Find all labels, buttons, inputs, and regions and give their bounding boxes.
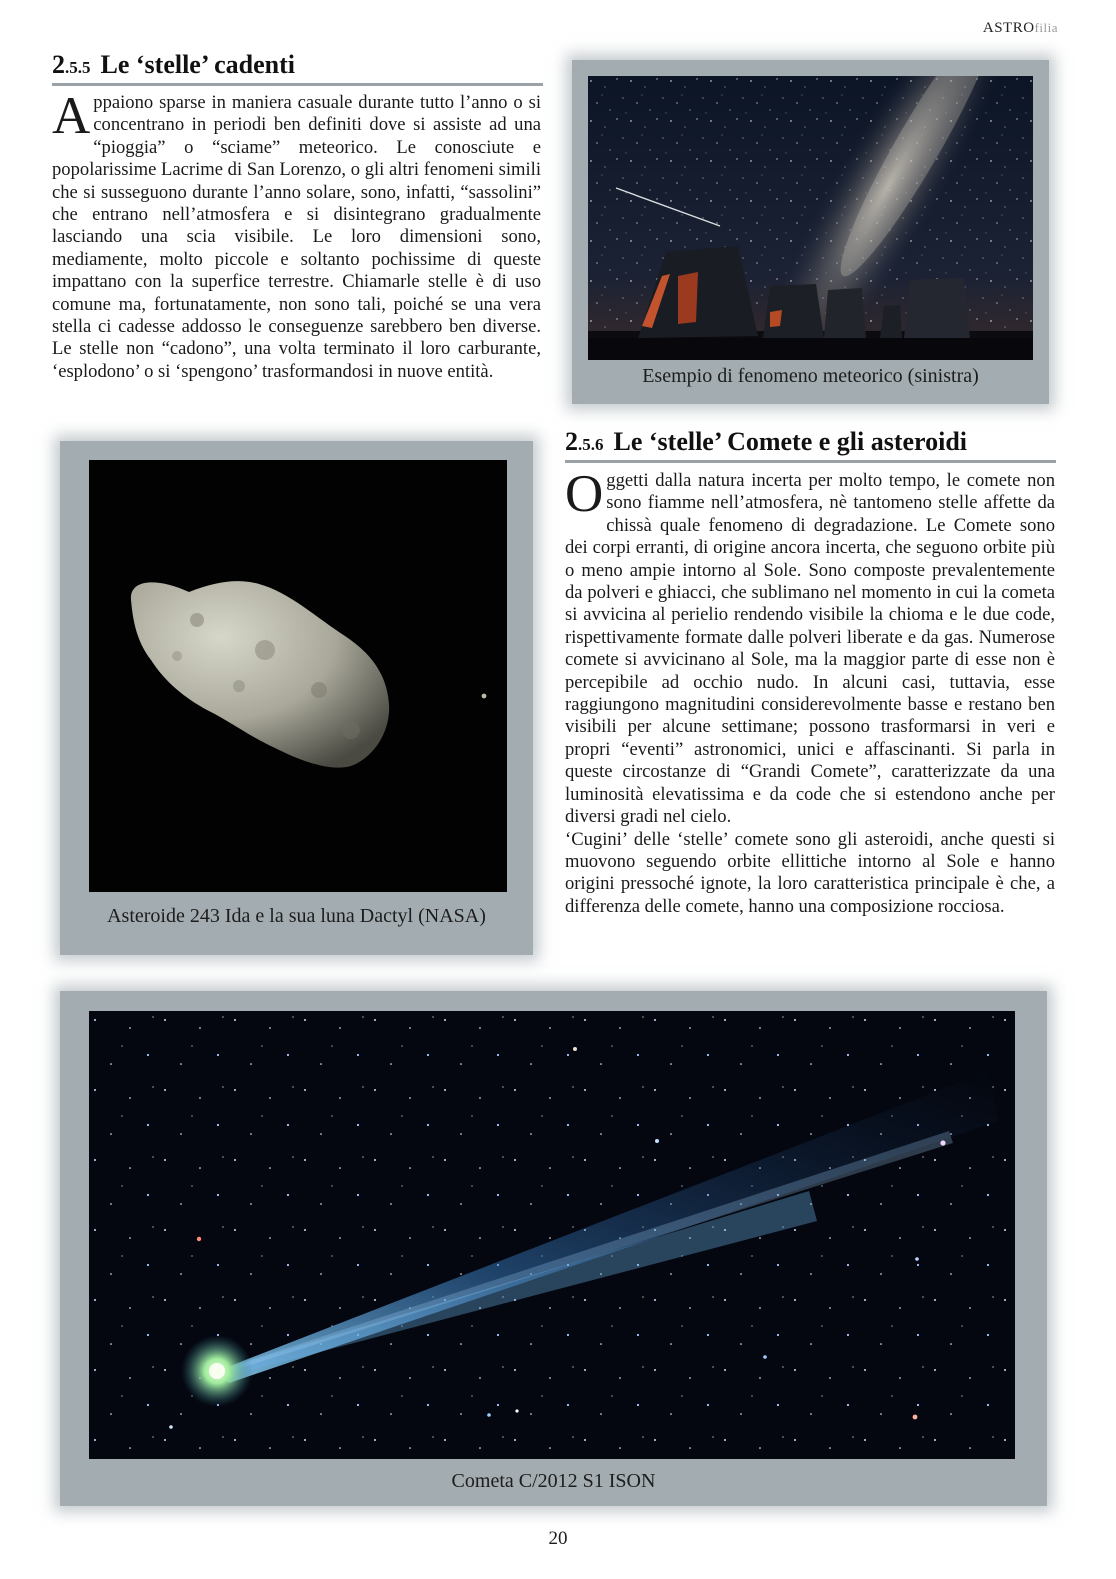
heading-rule	[52, 83, 543, 86]
comet-image	[89, 1011, 1015, 1459]
drop-cap: O	[565, 465, 604, 523]
paragraph: ggetti dalla natura incerta per molto tempo, le comete non sono fiamme nell’atmosfera, nè tantomeno stelle affette da chissà quale fenomeno di degradazione. Le Comete sono dei corpi erranti, di origine ancora incerta, che seguono orbite più o meno ampie intorno al Sole. Sono composte prevalentemente da polveri e ghiacci, che sublimano nel momento in cui la cometa si avvicina al perielio rendendo visibile la chioma e le due code, rispettivamente formate dalle polveri liberate e da gas. Numerose comete si avvicinano al Sole, ma la maggior parte di esse non è percepibile ad occhio nudo. In alcuni casi, tuttavia, esse raggiungono magnitudini considerevolmente basse e restano ben visibili per alcune settimane; possono trasformarsi in veri e propri “eventi” astronomici, unici e affascinanti. Si parla in queste circostanze di “Grandi Comete”, caratterizzate da una luminosità elevatissima e da code che si estendono anche per diversi gradi nel cielo.	[565, 470, 1055, 828]
heading-rule	[565, 460, 1056, 463]
paragraph: ‘Cugini’ delle ‘stelle’ comete sono gli asteroidi, anche questi si muovono seguendo orbite ellittiche intorno al Sole e hanno origini pressoché ignote, la loro caratteristica principale è che, a differenza delle comete, hanno una composizione rocciosa.	[565, 828, 1055, 917]
figure-caption: Cometa C/2012 S1 ISON	[451, 1470, 656, 1492]
section-heading-meteors	[52, 50, 295, 83]
meteor-photo	[588, 76, 1033, 360]
page-number: 20	[548, 1528, 568, 1549]
section-subnumber: .5.6	[578, 435, 604, 454]
drop-cap: A	[52, 87, 91, 145]
brand-sub: filia	[1034, 20, 1058, 35]
brand-main: ASTRO	[982, 20, 1035, 36]
section-number: 2	[565, 427, 578, 456]
comet-photo	[89, 1011, 1015, 1459]
asteroid-image	[89, 460, 507, 892]
asteroid-photo	[89, 460, 507, 892]
running-header	[983, 20, 1058, 37]
section-number: 2	[52, 50, 65, 79]
figure-caption: Asteroide 243 Ida e la sua luna Dactyl (NASA)	[107, 905, 486, 927]
meteor-image	[588, 76, 1033, 360]
section-subnumber: .5.5	[65, 58, 91, 77]
figure-caption: Esempio di fenomeno meteorico (sinistra)	[642, 365, 979, 387]
section-title: Le ‘stelle’ cadenti	[100, 50, 295, 79]
figure-asteroid	[60, 441, 533, 955]
section-title: Le ‘stelle’ Comete e gli asteroidi	[613, 427, 968, 456]
section-heading-comets	[565, 427, 967, 460]
paragraph: ppaiono sparse in maniera casuale durante tutto l’anno o si concentrano in periodi ben definiti dove si assiste ad una “pioggia” o “sciame” meteorico. Le conosciute e popolarissime Lacrime di San Lorenzo, o gli altri fenomeni simili che si susseguono durante l’anno solare, sono, infatti, “sassolini” che entrano nell’atmosfera e si disintegrano gradualmente lasciando una scia visibile. Le loro dimensioni sono, mediamente, molto piccole e soltanto pochissime di queste impattano con la superfice terrestre. Chiamarle stelle è di uso comune ma, fortunatamente, non sono tali, poiché se una vera stella ci cadesse addosso le conseguenze sarebbero ben diverse. Le stelle non “cadono”, una volta terminato il loro carburante, ‘esplodono’ o si ‘spengono’ trasformandosi in nuove entità.	[52, 92, 541, 382]
figure-comet	[60, 991, 1047, 1506]
section-text-comets	[565, 465, 1055, 918]
figure-meteor	[572, 60, 1049, 404]
section-text-meteors	[52, 87, 541, 383]
